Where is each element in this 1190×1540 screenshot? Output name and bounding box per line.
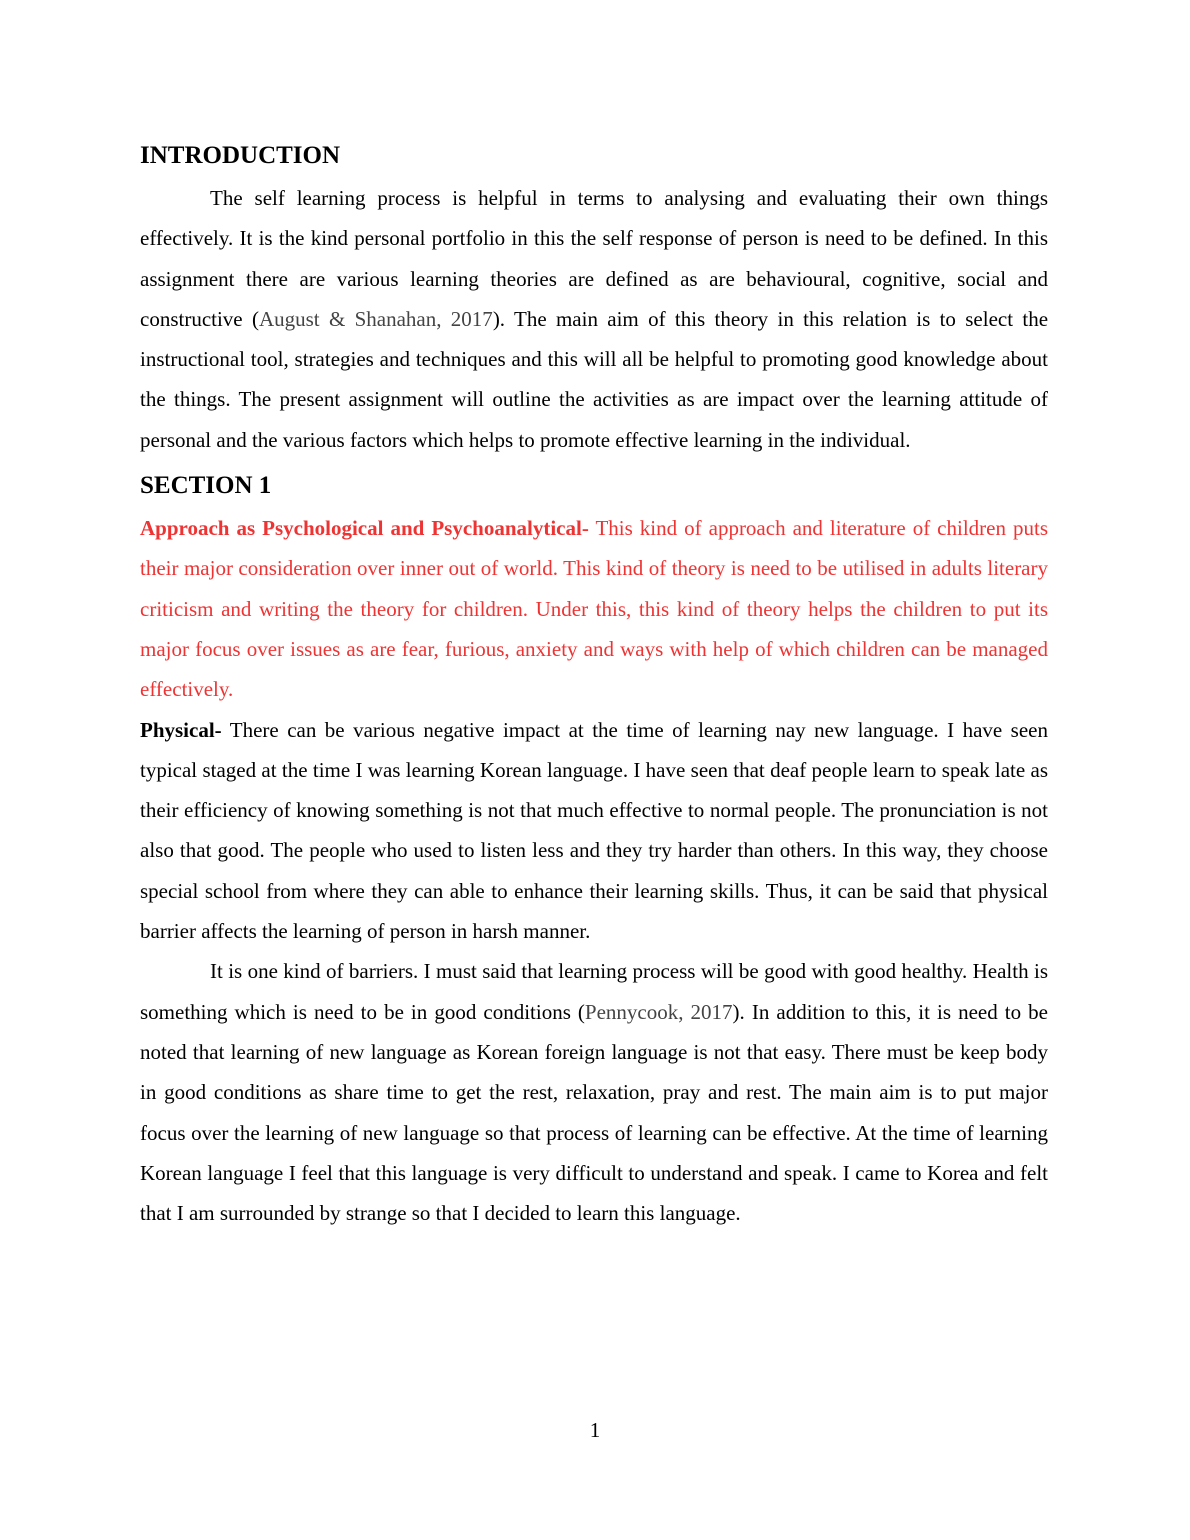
barriers-citation: Pennycook, 2017 [584, 999, 733, 1024]
intro-text-part-2: ). The main aim of this theory in this relation is to select the instructional tool, strategies and techniques and this will all be helpful to promoting good knowledge about the things. The present assignment will outline the activities as are impact over the learning attitude of personal and the various factors which helps to promote effective learning in the individual. [140, 306, 1049, 452]
physical-text: There can be various negative impact at the time of learning nay new language. I have seen typical staged at the time I was learning Korean language. I have seen that deaf people learn to speak late as their efficiency of knowing something is not that much effective to normal people. The pronunciation is not also that good. The people who used to listen less and they try harder than others. In this way, they choose special school from where they can able to enhance their learning skills. Thus, it can be said that physical barrier affects the learning of person in harsh manner. [140, 717, 1048, 944]
introduction-paragraph [140, 178, 1048, 460]
approach-paragraph [140, 508, 1048, 709]
approach-label: Approach as Psychological and Psychoanalytical- [140, 516, 589, 541]
document-page [140, 138, 1048, 1233]
physical-label: Physical- [140, 717, 222, 742]
barriers-text-part-2: ). In addition to this, it is need to be noted that learning of new language as Korean foreign language is not that easy. There must be keep body in good conditions as share time to get the rest, relaxation, pray and rest. The main aim is to put major focus over the learning of new language so that process of learning can be effective. At the time of learning Korean language I feel that this language is very difficult to understand and speak. I came to Korea and felt that I am surrounded by strange so that I decided to learn this language. [140, 999, 1048, 1226]
introduction-heading: INTRODUCTION [140, 142, 341, 169]
approach-text: This kind of approach and literature of children puts their major consideration over inner out of world. This kind of theory is need to be utilised in adults literary criticism and writing the theory for children. Under this, this kind of theory helps the children to put its major focus over issues as are fear, furious, anxiety and ways with help of which children can be managed effectively. [140, 516, 1048, 702]
section-1-heading: SECTION 1 [140, 472, 272, 500]
barriers-paragraph [140, 951, 1048, 1233]
intro-text-part-1: The self learning process is helpful in terms to analysing and evaluating their own things effectively. It is the kind personal portfolio in this the self response of person is need to be defined. In this assignment there are various learning theories are defined as are behavioural, cognitive, social and constructive ( [140, 186, 1048, 331]
intro-citation: August & Shanahan, 2017 [258, 306, 493, 331]
barriers-text-part-1: It is one kind of barriers. I must said that learning process will be good with good healthy. Health is something which is need to be in good conditions ( [140, 959, 1048, 1024]
page-number: 1 [589, 1418, 601, 1442]
physical-paragraph [140, 710, 1048, 952]
